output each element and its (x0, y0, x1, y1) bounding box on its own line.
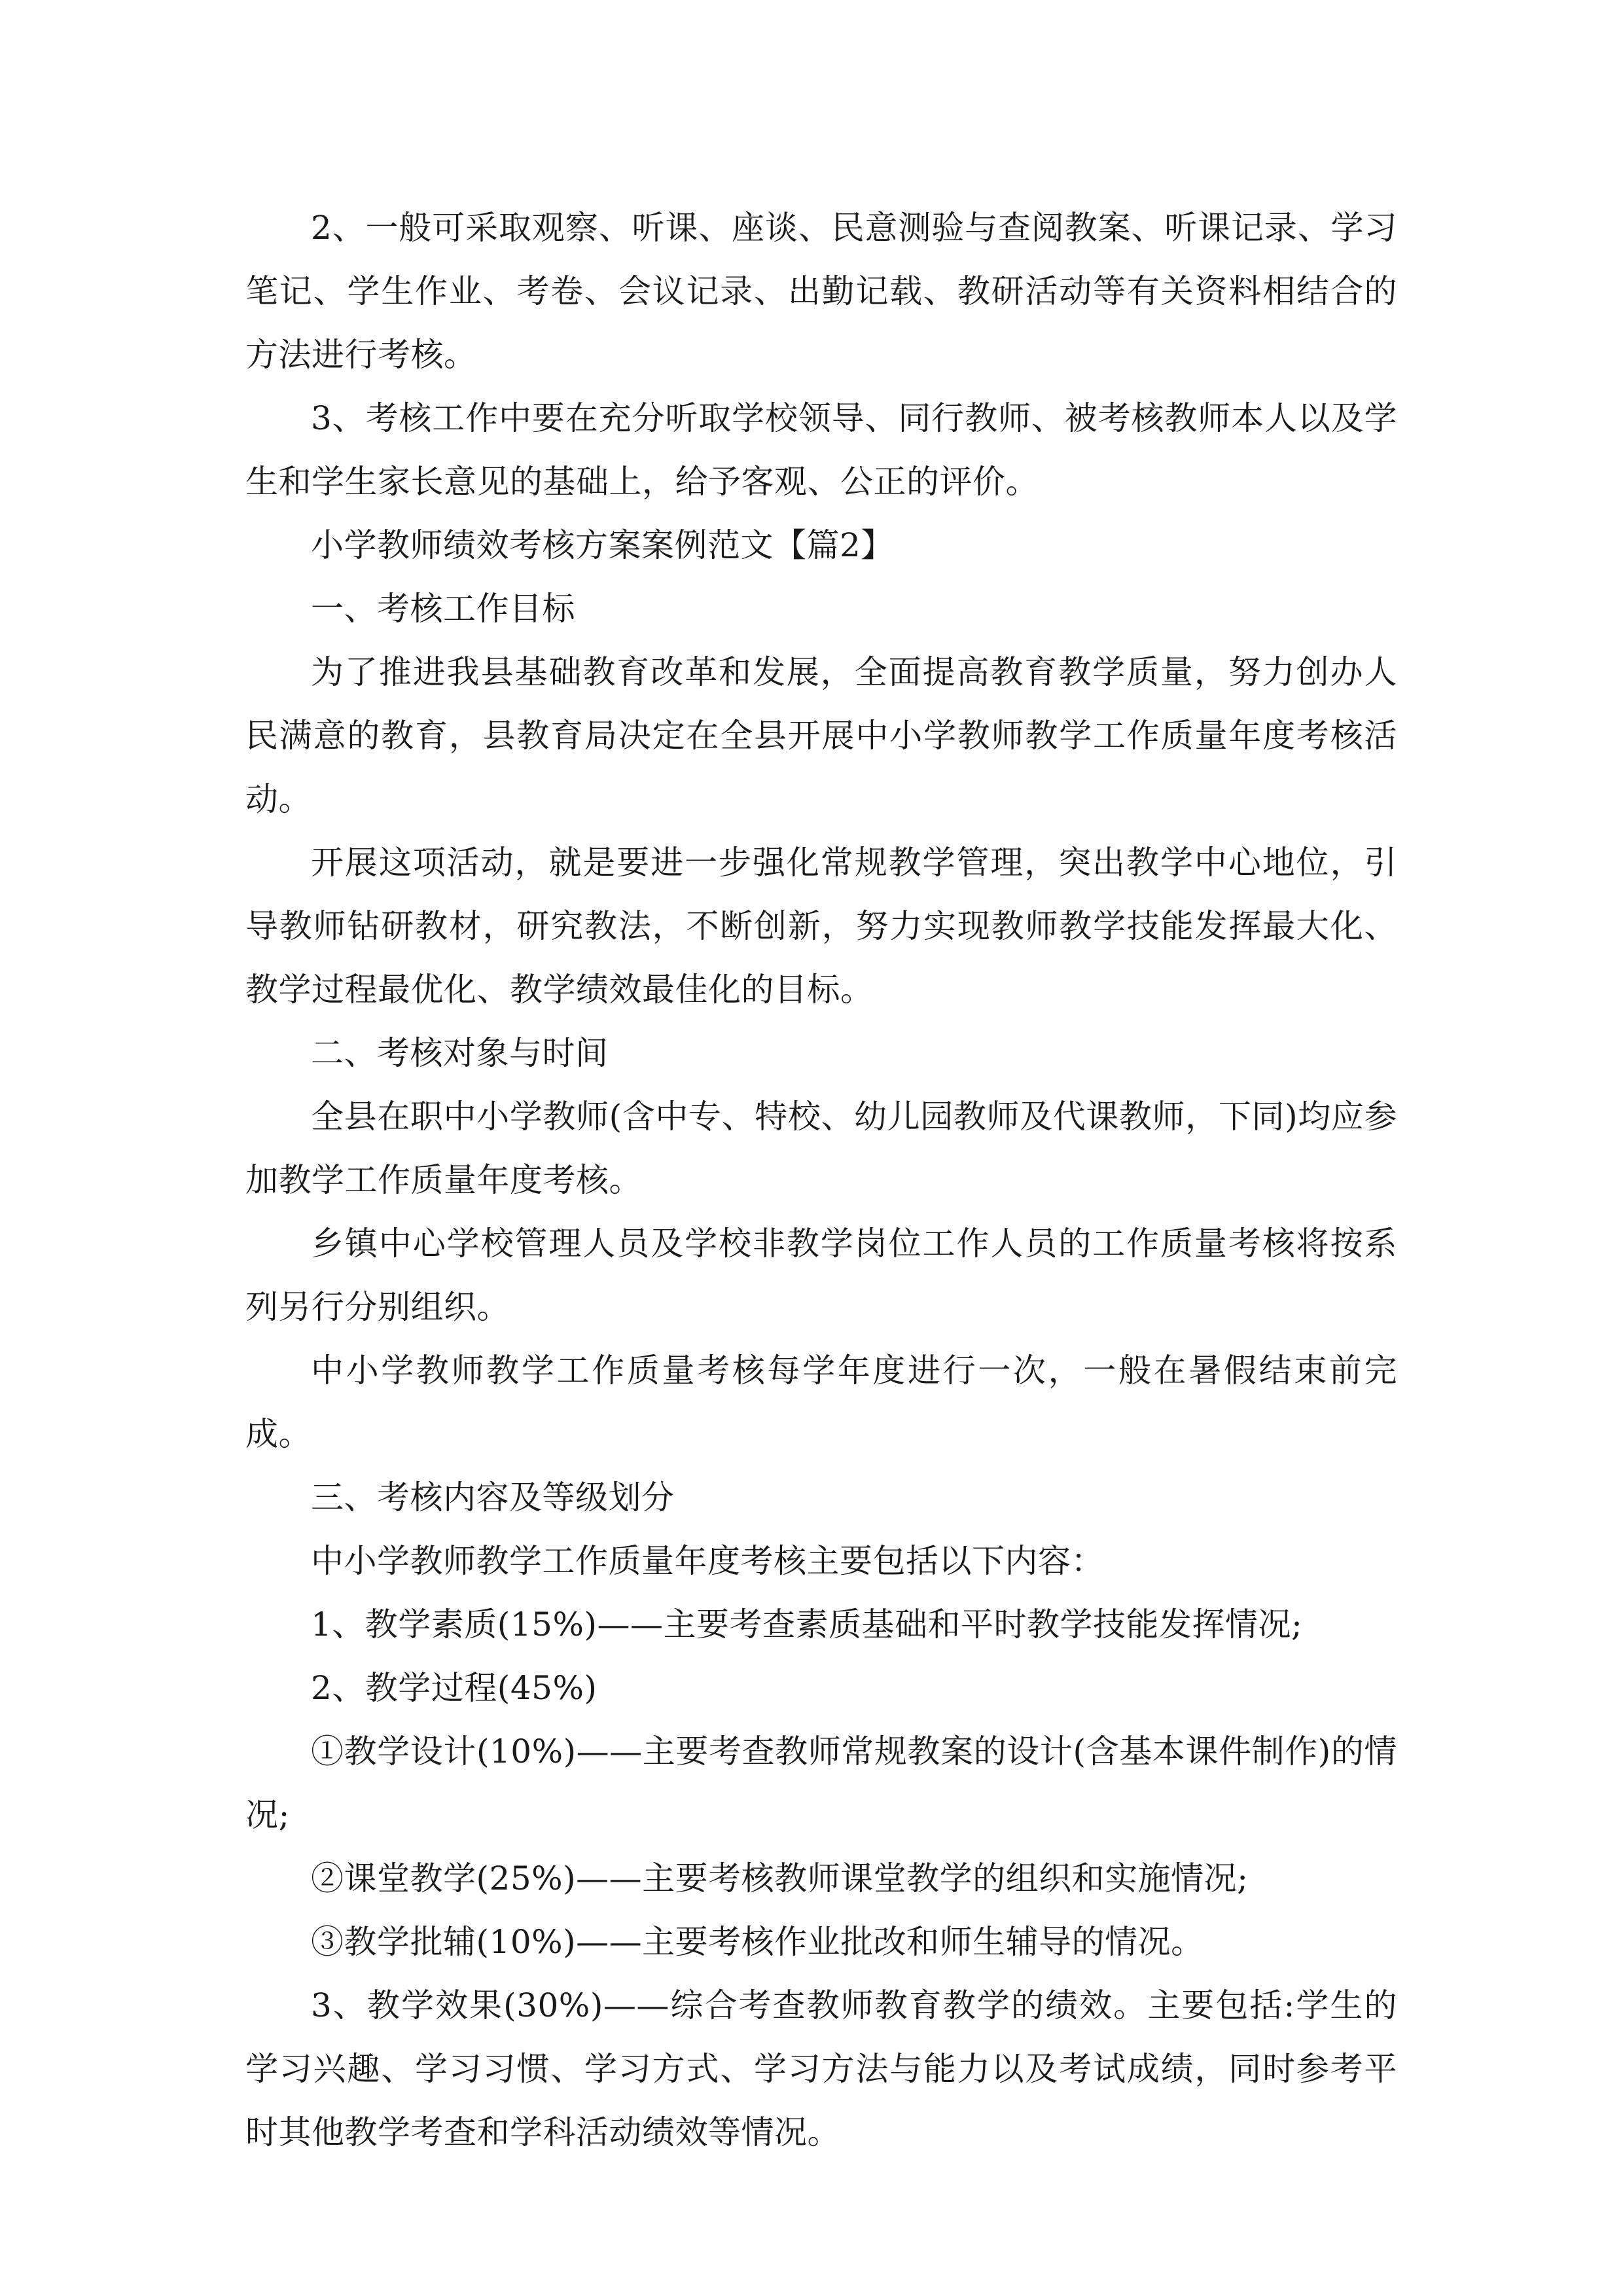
section-title-part2: 小学教师绩效考核方案案例范文【篇2】 (311, 526, 894, 564)
paragraph-management: 乡镇中心学校管理人员及学校非教学岗位工作人员的工作质量考核将按系列另行分别组织。 (245, 1225, 1397, 1326)
heading-content-grade: 三、考核内容及等级划分 (311, 1479, 675, 1516)
item-effect: 3、教学效果(30%)——综合考查教师教育教学的绩效。主要包括:学生的学习兴趣、学习习惯、学习方式、学习方法与能力以及考试成绩，同时参考平时其他教学考查和学科活动绩效等情况。 (245, 1986, 1397, 2151)
subitem-classroom: ②课堂教学(25%)——主要考核教师课堂教学的组织和实施情况; (311, 1859, 1249, 1897)
heading-target-time: 二、考核对象与时间 (311, 1034, 609, 1072)
subitem-design: ①教学设计(10%)——主要考查教师常规教案的设计(含基本课件制作)的情况; (245, 1732, 1397, 1834)
document-body (245, 196, 1397, 2164)
item-process: 2、教学过程(45%) (311, 1669, 597, 1707)
paragraph-content-intro: 中小学教师教学工作质量年度考核主要包括以下内容： (311, 1542, 1104, 1580)
subitem-marking: ③教学批辅(10%)——主要考核作业批改和师生辅导的情况。 (311, 1923, 1204, 1961)
item-quality: 1、教学素质(15%)——主要考查素质基础和平时教学技能发挥情况; (311, 1605, 1303, 1643)
paragraph-goal: 为了推进我县基础教育改革和发展，全面提高教育教学质量，努力创办人民满意的教育，县教育局决定在全县开展中小学教师教学工作质量年度考核活动。 (245, 653, 1397, 818)
paragraph-target: 全县在职中小学教师(含中专、特校、幼儿园教师及代课教师，下同)均应参加教学工作质量年度考核。 (245, 1098, 1397, 1199)
paragraph-schedule: 中小学教师教学工作质量考核每学年度进行一次，一般在暑假结束前完成。 (245, 1352, 1397, 1453)
paragraph-evaluation: 3、考核工作中要在充分听取学校领导、同行教师、被考核教师本人以及学生和学生家长意见的基础上，给予客观、公正的评价。 (245, 399, 1397, 501)
paragraph-method: 2、一般可采取观察、听课、座谈、民意测验与查阅教案、听课记录、学习笔记、学生作业、考卷、会议记录、出勤记载、教研活动等有关资料相结合的方法进行考核。 (245, 209, 1397, 374)
paragraph-activity: 开展这项活动，就是要进一步强化常规教学管理，突出教学中心地位，引导教师钻研教材，研究教法，不断创新，努力实现教师教学技能发挥最大化、教学过程最优化、教学绩效最佳化的目标。 (245, 844, 1397, 1009)
heading-goal: 一、考核工作目标 (311, 590, 575, 628)
